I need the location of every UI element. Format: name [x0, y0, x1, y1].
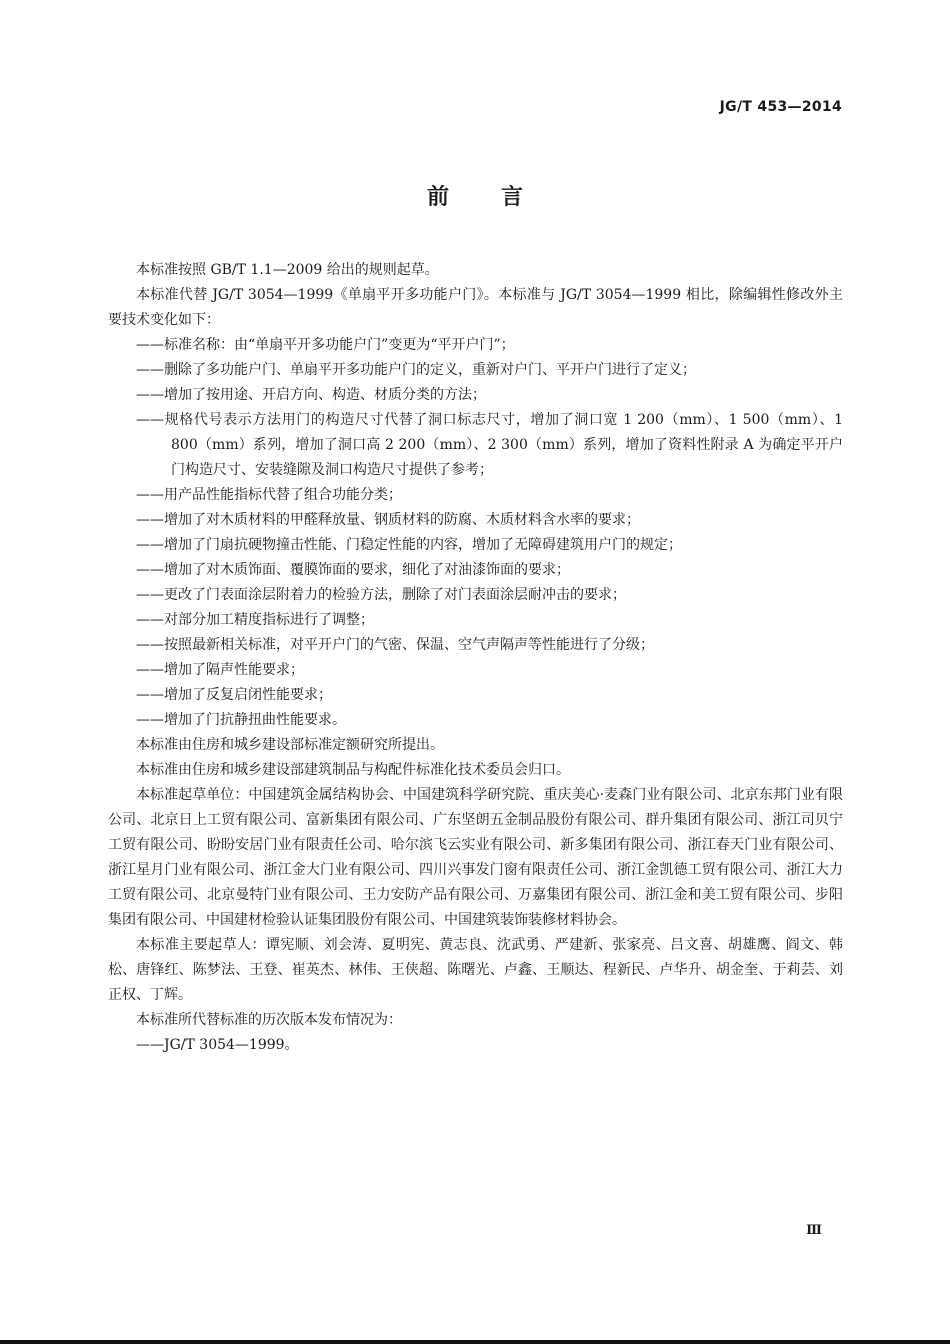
paragraph-drafting-units: 本标准起草单位：中国建筑金属结构协会、中国建筑科学研究院、重庆美心·麦森门业有限公司、北京东邦门业有限公司、北京日上工贸有限公司、富新集团有限公司、广东坚朗五金制品股份有限公司、群升集团有限公司、浙江司贝宁工贸有限公司、盼盼安居门业有限责任公司、哈尔滨飞云实业有限公司、新多集团有限公司、浙江春天门业有限公司、浙江星月门业有限公司、浙江金大门业有限公司、四川兴事发门窗有限责任公司、浙江金凯德工贸有限公司、浙江大力工贸有限公司、北京曼特门业有限公司、王力安防产品有限公司、万嘉集团有限公司、浙江金和美工贸有限公司、步阳集团有限公司、中国建材检验认证集团股份有限公司、中国建筑装饰装修材料协会。 [108, 787, 843, 928]
change-item: ——更改了门表面涂层附着力的检验方法，删除了对门表面涂层耐冲击的要求； [136, 587, 626, 603]
change-item: ——用产品性能指标代替了组合功能分类； [136, 487, 402, 503]
history-item: ——JG/T 3054—1999。 [136, 1037, 299, 1053]
document-body [108, 258, 843, 1058]
paragraph-technical-committee: 本标准由住房和城乡建设部建筑制品与构配件标准化技术委员会归口。 [136, 762, 570, 778]
paragraph-drafting-rules: 本标准按照 GB/T 1.1—2009 给出的规则起草。 [136, 262, 439, 278]
paragraph-history-intro: 本标准所代替标准的历次版本发布情况为： [136, 1012, 402, 1028]
bottom-border [0, 1340, 950, 1344]
paragraph-replacement: 本标准代替 JG/T 3054—1999《单扇平开多功能户门》。本标准与 JG/T 3054—1999 相比，除编辑性修改外主要技术变化如下： [108, 287, 843, 328]
standard-code: JG/T 453—2014 [719, 99, 842, 115]
paragraph-drafters: 本标准主要起草人：谭宪顺、刘会涛、夏明宪、黄志良、沈武勇、严建新、张家亮、吕文喜、胡雄鹰、阎文、韩松、唐锋红、陈梦法、王登、崔英杰、林伟、王侠超、陈曙光、卢鑫、王顺达、程新民、卢华升、胡金奎、于莉芸、刘正权、丁辉。 [108, 937, 843, 1003]
page-number: Ⅲ [806, 1223, 822, 1238]
change-item: ——标准名称：由“单扇平开多功能户门”变更为“平开户门”； [136, 337, 515, 353]
paragraph-proposer: 本标准由住房和城乡建设部标准定额研究所提出。 [136, 737, 444, 753]
page-title: 前言 [426, 185, 575, 210]
change-item: ——增加了隔声性能要求； [136, 662, 304, 678]
change-item: ——增加了门抗静扭曲性能要求。 [136, 712, 346, 728]
change-item: ——增加了对木质饰面、覆膜饰面的要求，细化了对油漆饰面的要求； [136, 562, 570, 578]
change-item: ——增加了对木质材料的甲醛释放量、钢质材料的防腐、木质材料含水率的要求； [136, 512, 640, 528]
change-item: ——增加了反复启闭性能要求； [136, 687, 332, 703]
change-item: ——删除了多功能户门、单扇平开多功能户门的定义，重新对户门、平开户门进行了定义； [136, 362, 696, 378]
change-item: ——增加了门扇抗硬物撞击性能、门稳定性能的内容，增加了无障碍建筑用户门的规定； [136, 537, 682, 553]
change-item: ——按照最新相关标准，对平开户门的气密、保温、空气声隔声等性能进行了分级； [136, 637, 654, 653]
change-item: ——增加了按用途、开启方向、构造、材质分类的方法； [136, 387, 486, 403]
change-item: ——规格代号表示方法用门的构造尺寸代替了洞口标志尺寸，增加了洞口宽 1 200（mm）、1 500（mm）、1 800（mm）系列，增加了洞口高 2 200（mm）、2 300（mm）系列，增加了资料性附录 A 为确定平开户门构造尺寸、安装缝隙及洞口构造尺寸提供了参考； [136, 412, 843, 478]
change-item: ——对部分加工精度指标进行了调整； [136, 612, 374, 628]
